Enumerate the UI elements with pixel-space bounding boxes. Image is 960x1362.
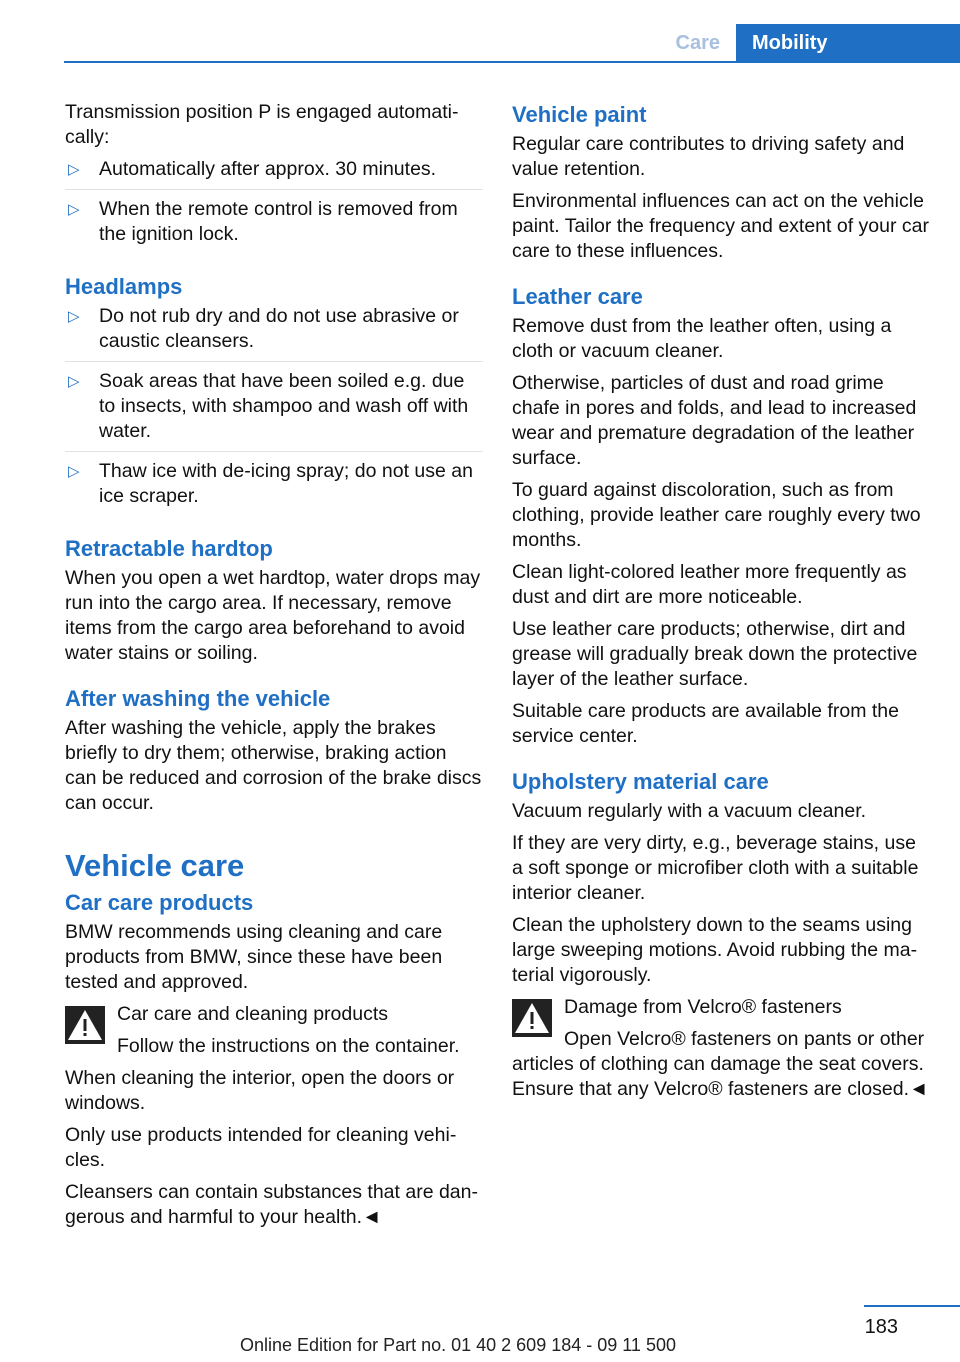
triangle-right-icon: ▷ bbox=[68, 161, 80, 178]
warning-title: Damage from Velcro® fasteners bbox=[564, 996, 842, 1018]
tab-care[interactable]: Care bbox=[675, 32, 720, 54]
list-item: ▷ Soak areas that have been soiled e.g. due to insects, with shampoo and wash off with water. bbox=[65, 369, 483, 452]
leather-text: To guard against discoloration, such as from clothing, provide leather care roughly every two months. bbox=[512, 479, 921, 551]
products-heading: Car care products bbox=[65, 890, 254, 915]
washing-heading: After washing the vehicle bbox=[65, 686, 331, 711]
left-column bbox=[65, 100, 483, 1237]
headlamps-list bbox=[65, 304, 483, 516]
triangle-right-icon: ▷ bbox=[68, 308, 80, 325]
paint-text: Regular care contributes to driving safety and value retention. bbox=[512, 133, 905, 180]
warning-triangle-icon bbox=[65, 1006, 105, 1044]
leather-heading: Leather care bbox=[512, 284, 643, 309]
upholstery-text: Vacuum regularly with a vacuum cleaner. bbox=[512, 800, 867, 822]
warning-text: Follow the instructions on the container. bbox=[117, 1035, 460, 1057]
list-item: ▷ Thaw ice with de-icing spray; do not use an ice scraper. bbox=[68, 460, 473, 507]
right-column bbox=[512, 100, 932, 1109]
interior-text: When cleaning the interior, open the doors or windows. bbox=[65, 1067, 455, 1114]
paint-text: Environmental influences can act on the vehicle paint. Tailor the frequency and extent of your car care to these influences. bbox=[512, 190, 929, 262]
only-use-text: Only use products intended for cleaning vehicles. bbox=[65, 1124, 457, 1171]
list-item: ▷ Automatically after approx. 30 minutes. bbox=[65, 157, 483, 190]
intro-text: Transmission position P is engaged automatically: bbox=[65, 101, 459, 148]
headlamps-heading: Headlamps bbox=[65, 274, 183, 299]
hardtop-text: When you open a wet hardtop, water drops may run into the cargo area. If necessary, remove items from the cargo area beforehand to avoid water stains or soiling. bbox=[65, 567, 481, 664]
warning-block bbox=[65, 1002, 483, 1059]
cleansers-text: Cleansers can contain substances that are dangerous and harmful to your health.◄ bbox=[65, 1181, 479, 1228]
hardtop-heading: Retractable hardtop bbox=[65, 536, 273, 561]
warning-block bbox=[512, 995, 932, 1102]
warning-title: Car care and cleaning products bbox=[117, 1003, 388, 1025]
warning-triangle-icon bbox=[512, 999, 552, 1037]
products-text: BMW recommends using cleaning and care products from BMW, since these have been tested and approved. bbox=[65, 921, 443, 993]
tab-mobility[interactable]: Mobility bbox=[736, 24, 960, 62]
page-number: 183 bbox=[864, 1316, 898, 1338]
header-rule bbox=[64, 61, 960, 63]
paint-heading: Vehicle paint bbox=[512, 102, 647, 127]
intro-list bbox=[65, 157, 483, 254]
washing-text: After washing the vehicle, apply the brakes briefly to dry them; otherwise, braking action can be reduced and corrosion of the brake discs can occur. bbox=[65, 717, 482, 814]
vehicle-care-heading: Vehicle care bbox=[65, 848, 245, 883]
leather-text: Suitable care products are available from the service center. bbox=[512, 700, 899, 747]
list-item: ▷ Do not rub dry and do not use abrasive or caustic cleansers. bbox=[65, 304, 483, 362]
list-item: ▷ When the remote control is removed from the ignition lock. bbox=[68, 198, 458, 245]
chapter-tabs bbox=[660, 24, 960, 62]
upholstery-text: Clean the upholstery down to the seams using large sweeping motions. Avoid rubbing the material vigorously. bbox=[512, 914, 918, 986]
leather-text: Use leather care products; otherwise, dirt and grease will gradually break down the protective layer of the leather surface. bbox=[512, 618, 918, 690]
triangle-right-icon: ▷ bbox=[68, 201, 80, 218]
leather-text: Clean light-colored leather more frequently as dust and dirt are more noticeable. bbox=[512, 561, 907, 608]
footer-rule bbox=[864, 1305, 960, 1307]
upholstery-text: If they are very dirty, e.g., beverage stains, use a soft sponge or microfiber cloth with a suitable interior cleaner. bbox=[512, 832, 919, 904]
warning-text: Open Velcro® fasteners on pants or other articles of clothing can damage the seat covers. Ensure that any Velcro® fasteners are closed.◄ bbox=[512, 1028, 929, 1100]
triangle-right-icon: ▷ bbox=[68, 373, 80, 390]
upholstery-heading: Upholstery material care bbox=[512, 769, 769, 794]
leather-text: Otherwise, particles of dust and road grime chafe in pores and folds, and lead to increased wear and premature degradation of the leather surface. bbox=[512, 372, 917, 469]
edition-text: Online Edition for Part no. 01 40 2 609 184 - 09 11 500 bbox=[240, 1335, 676, 1355]
triangle-right-icon: ▷ bbox=[68, 463, 80, 480]
leather-text: Remove dust from the leather often, using a cloth or vacuum cleaner. bbox=[512, 315, 892, 362]
